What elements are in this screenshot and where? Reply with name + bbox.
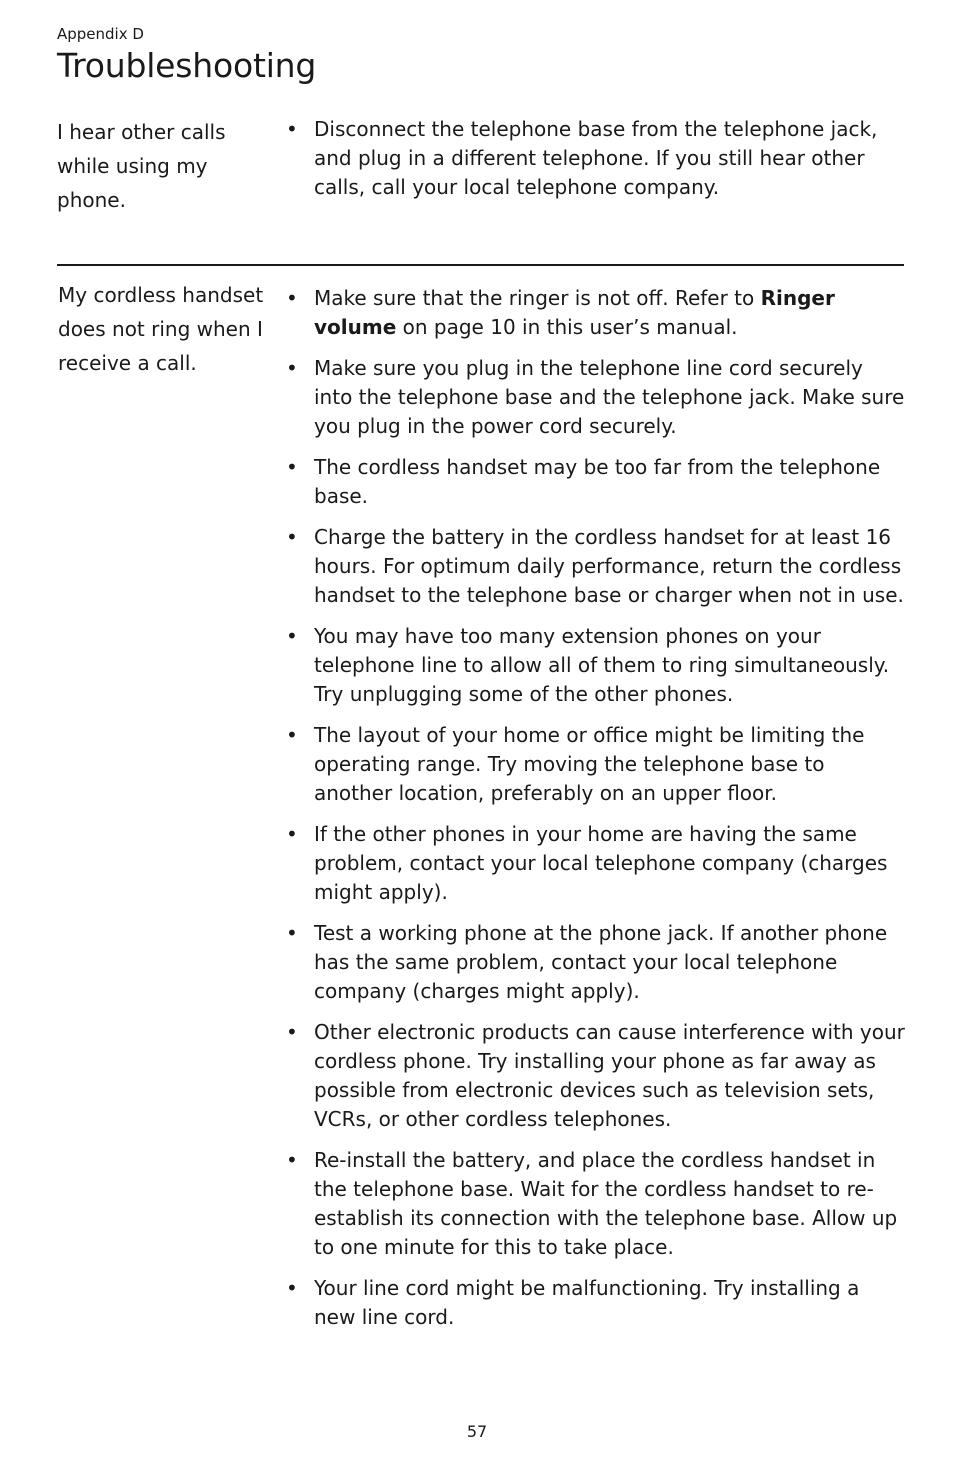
- bullet-icon: •: [286, 1020, 298, 1044]
- solution-list: [285, 115, 905, 214]
- bullet-icon: •: [286, 356, 298, 380]
- bullet-icon: •: [286, 921, 298, 945]
- solution-item: [285, 1018, 905, 1134]
- solution-text: Re-install the battery, and place the cordless handset in the telephone base. Wait for the cordless handset to re-establish its connection with the telephone base. Allow up to one minute for this to take place.: [314, 1148, 898, 1259]
- solution-text: Test a working phone at the phone jack. If another phone has the same problem, contact your local telephone company (charges might apply).: [314, 921, 888, 1003]
- solution-item: [285, 523, 905, 610]
- solution-text: Charge the battery in the cordless handset for at least 16 hours. For optimum daily performance, return the cordless handset to the telephone base or charger when not in use.: [314, 525, 904, 607]
- bullet-icon: •: [286, 117, 298, 141]
- solution-text: The cordless handset may be too far from the telephone base.: [314, 455, 881, 508]
- solution-text: Make sure you plug in the telephone line cord securely into the telephone base and the telephone jack. Make sure you plug in the power cord securely.: [314, 356, 905, 438]
- solution-text: Disconnect the telephone base from the telephone jack, and plug in a different telephone. If you still hear other calls, call your local telephone company.: [314, 117, 878, 199]
- bullet-icon: •: [286, 1148, 298, 1172]
- solution-text: Make sure that the ringer is not off. Refer to Ringer volume on page 10 in this user’s manual.: [314, 286, 835, 339]
- bullet-icon: •: [286, 286, 298, 310]
- solution-text: The layout of your home or office might be limiting the operating range. Try moving the telephone base to another location, preferably on an upper floor.: [314, 723, 865, 805]
- solution-text: Your line cord might be malfunctioning. Try installing a new line cord.: [314, 1276, 860, 1329]
- solution-item: [285, 115, 905, 202]
- section-divider: [57, 264, 904, 266]
- solution-item: [285, 453, 905, 511]
- solution-item: [285, 1146, 905, 1262]
- bullet-icon: •: [286, 624, 298, 648]
- bullet-icon: •: [286, 723, 298, 747]
- solution-item: [285, 919, 905, 1006]
- solution-item: [285, 284, 905, 342]
- page-number: 57: [466, 1422, 488, 1441]
- solution-item: [285, 1274, 905, 1332]
- symptom-text: I hear other calls while using my phone.: [57, 120, 226, 212]
- solution-list: [285, 284, 905, 1344]
- solution-item: [285, 820, 905, 907]
- symptom-text: My cordless handset does not ring when I receive a call.: [58, 283, 264, 375]
- solution-item: [285, 721, 905, 808]
- solution-text: Other electronic products can cause interference with your cordless phone. Try installing your phone as far away as possible from electronic devices such as television sets, VCRs, or other cordless telephones.: [314, 1020, 905, 1131]
- ringer-volume-reference: Ringer volume: [314, 286, 835, 339]
- solution-text: You may have too many extension phones on your telephone line to allow all of them to ring simultaneously. Try unplugging some of the other phones.: [314, 624, 890, 706]
- appendix-label: Appendix D: [57, 25, 144, 43]
- page-title: Troubleshooting: [57, 46, 317, 85]
- bullet-icon: •: [286, 1276, 298, 1300]
- solution-text: If the other phones in your home are having the same problem, contact your local telephone company (charges might apply).: [314, 822, 888, 904]
- bullet-icon: •: [286, 455, 298, 479]
- bullet-icon: •: [286, 822, 298, 846]
- bullet-icon: •: [286, 525, 298, 549]
- solution-item: [285, 622, 905, 709]
- solution-item: [285, 354, 905, 441]
